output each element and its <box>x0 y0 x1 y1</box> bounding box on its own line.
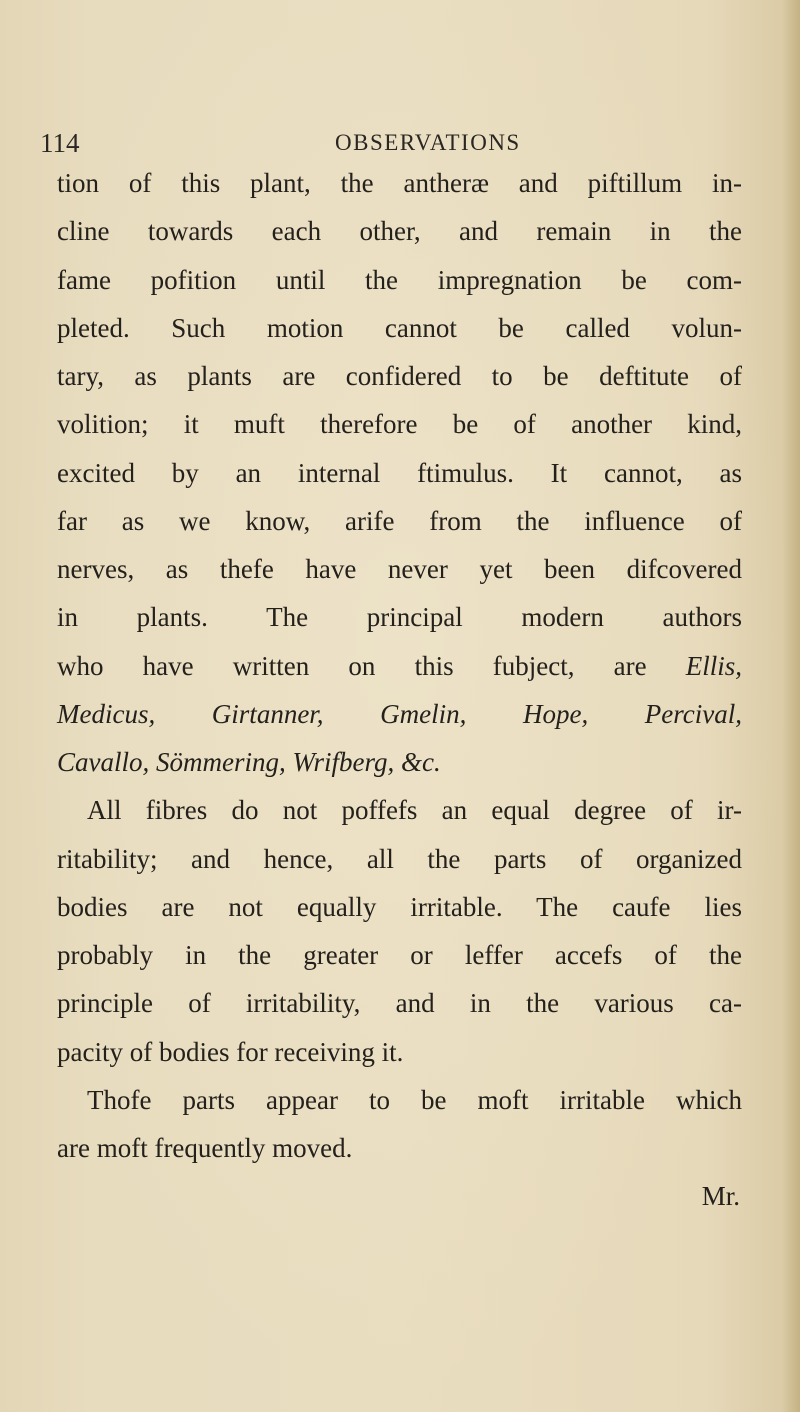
text-line: bodies are not equally irritable. The caufe lies <box>57 891 742 922</box>
text-line: probably in the greater or leffer accefs of the <box>57 940 742 970</box>
author-name: Ellis, <box>685 650 742 681</box>
text-line: volition; it muft therefore be of another kind, <box>57 409 742 440</box>
text-line: All fibres do not poffefs an equal degree of ir- <box>87 795 742 826</box>
text-line: ritability; and hence, all the parts of organized <box>57 843 742 874</box>
text-line: principle of irritability, and in the various ca- <box>57 988 742 1019</box>
text-line: pacity of bodies for receiving it. <box>57 1036 404 1067</box>
text-line: tary, as plants are confidered to be deftitute of <box>57 361 742 391</box>
text-line: excited by an internal ftimulus. It cannot, as <box>57 457 742 488</box>
text-fragment: who have written on this fubject, are <box>57 650 647 681</box>
catchword: Mr. <box>701 1181 740 1212</box>
page-number: 114 <box>40 128 80 158</box>
text-line: pleted. Such motion cannot be called volun- <box>57 312 742 343</box>
author-list-line: Cavallo, Sömmering, Wrifberg, &c. <box>57 747 441 777</box>
text-line: Thofe parts appear to be moft irritable which <box>87 1084 742 1115</box>
text-line: in plants. The principal modern authors <box>57 602 742 633</box>
text-line: cline towards each other, and remain in the <box>57 216 742 247</box>
text-line: nerves, as thefe have never yet been difcovered <box>57 554 742 584</box>
running-head <box>40 128 780 158</box>
text-line: are moft frequently moved. <box>57 1133 353 1163</box>
running-title: OBSERVATIONS <box>335 130 521 155</box>
text-line: far as we know, arife from the influence of <box>57 505 742 536</box>
body-text <box>57 159 742 1221</box>
text-line-with-author <box>57 642 742 690</box>
text-line: fame pofition until the impregnation be com- <box>57 264 742 295</box>
text-line: tion of this plant, the antheræ and piftillum in- <box>57 168 742 198</box>
page-edge-shadow <box>782 0 800 1412</box>
author-list-line: Medicus, Girtanner, Gmelin, Hope, Percival, <box>57 698 742 729</box>
